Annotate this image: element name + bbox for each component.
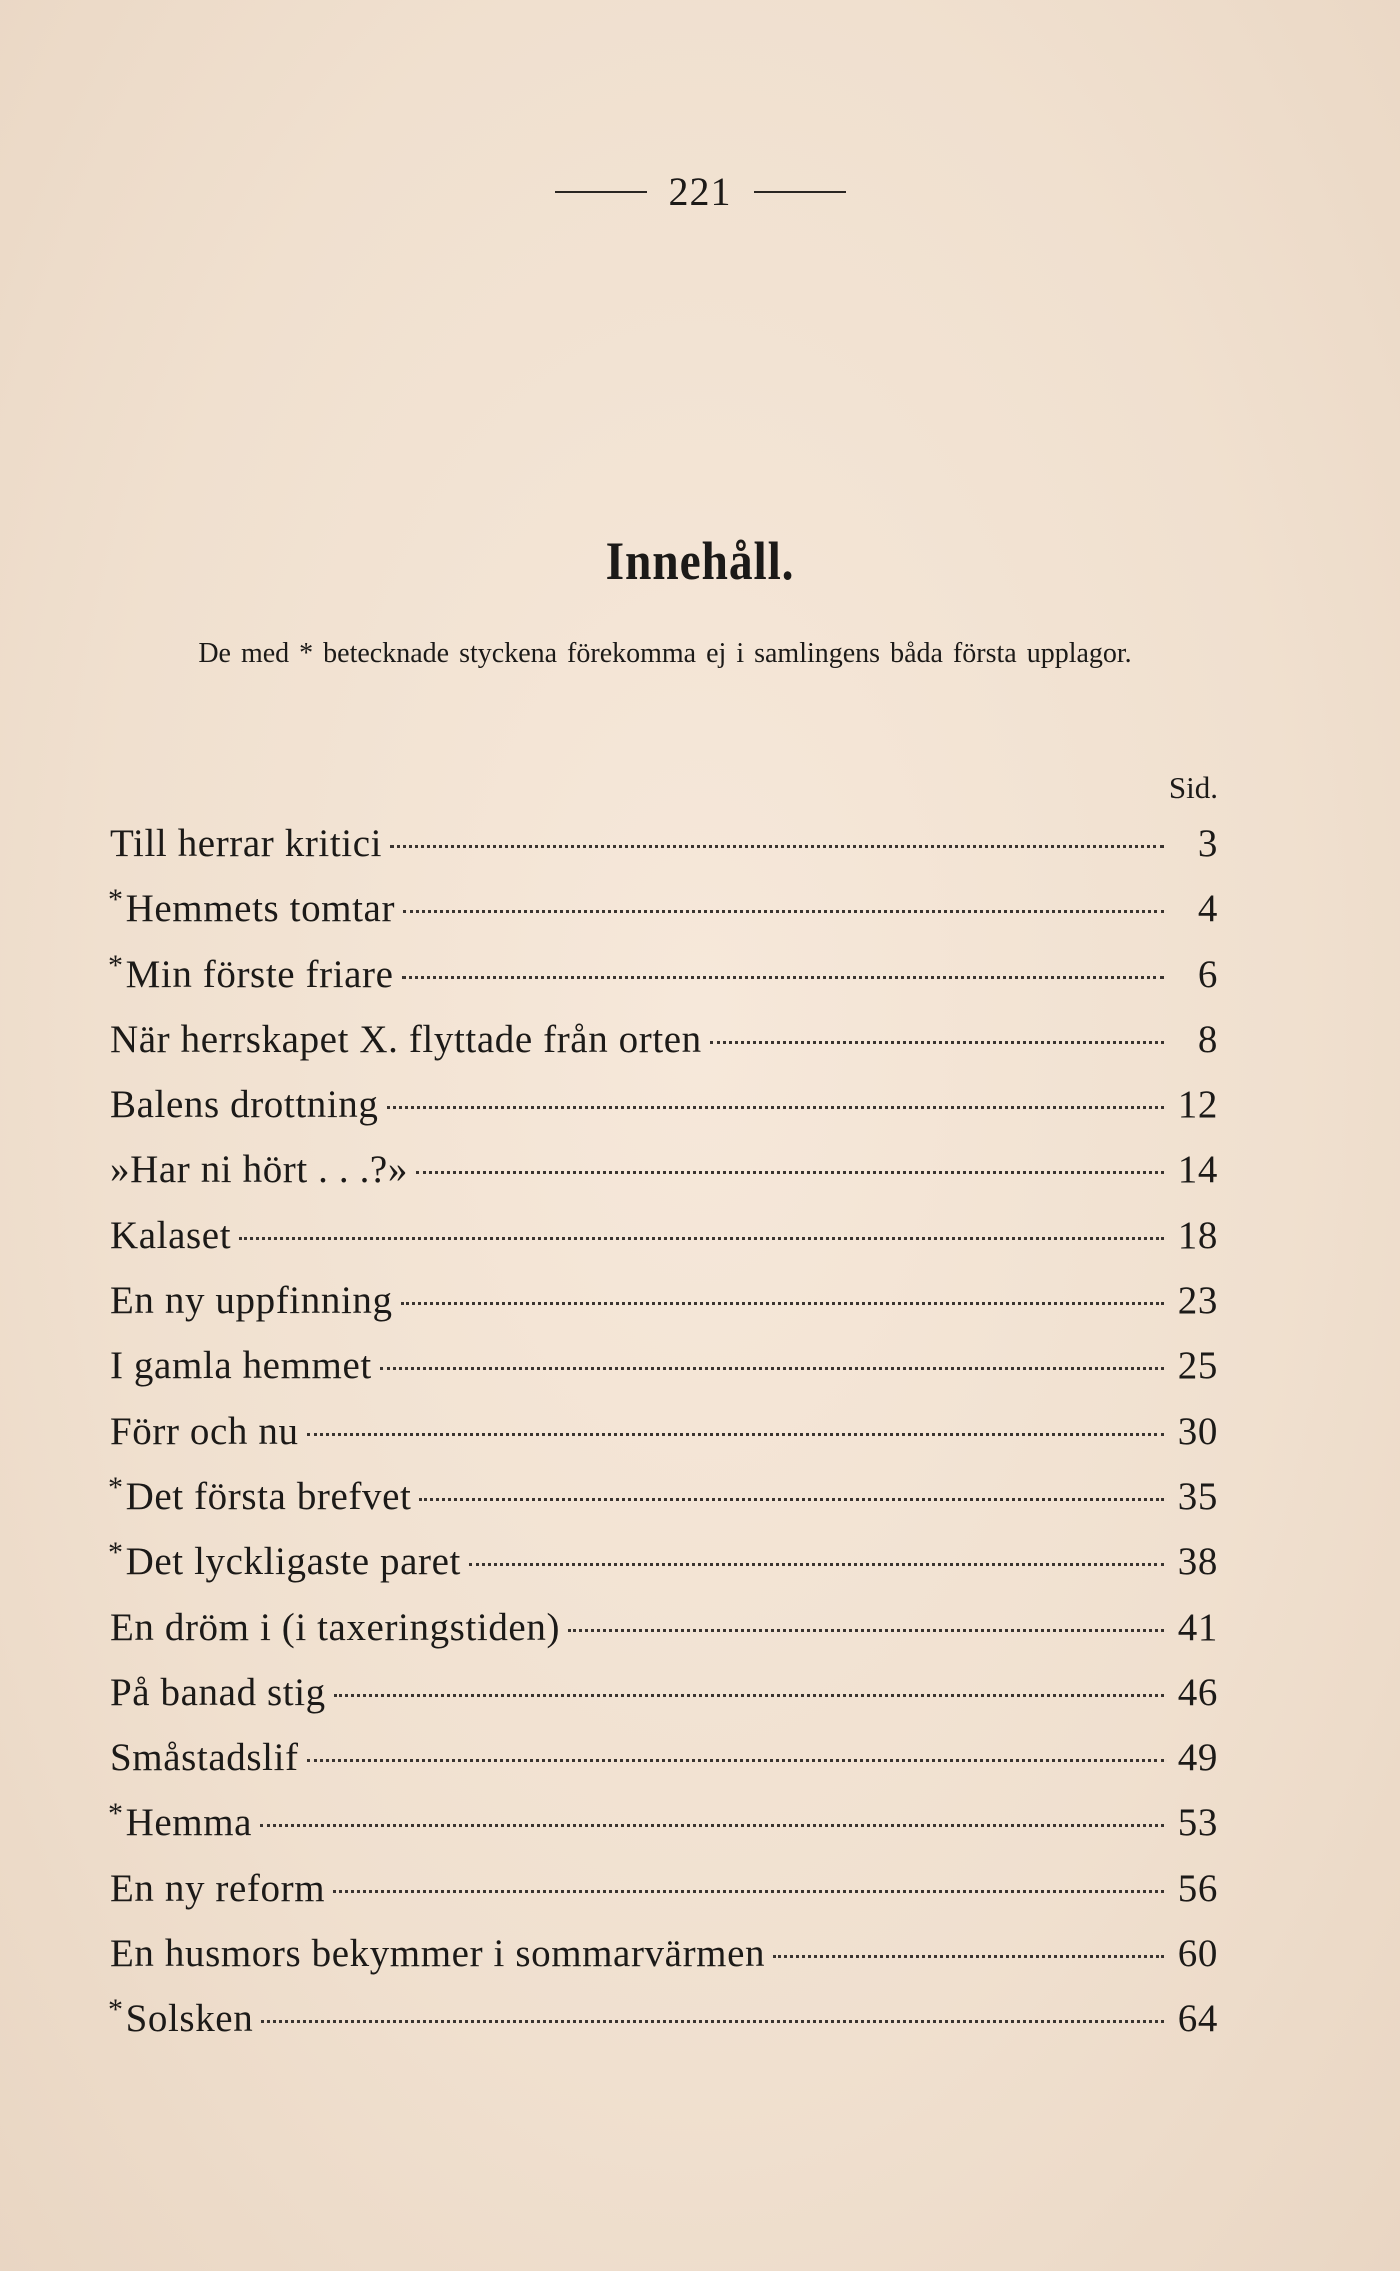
dot-leader [380,1367,1164,1370]
toc-entry-title-wrap [108,1210,231,1258]
toc-entry-title: En ny uppfinning [110,1279,393,1323]
dot-leader [260,1824,1164,1827]
dot-leader [239,1237,1164,1240]
toc-entry-title: Balens drottning [110,1083,379,1127]
dot-leader [416,1171,1164,1174]
toc-entry[interactable] [108,1732,1218,1797]
toc-entry-title: Det första brefvet [125,1474,412,1518]
toc-entry-star: * [108,1536,124,1570]
toc-entry-title-wrap [108,1732,299,1780]
dot-leader [334,1694,1164,1697]
toc-entry-title: Till herrar kritici [110,822,383,865]
toc-entry[interactable] [108,1144,1218,1209]
toc-entry[interactable] [108,1602,1218,1667]
toc-entry-page: 12 [1177,1083,1218,1127]
toc-entry-page: 64 [1177,1997,1218,2041]
toc-entry[interactable] [108,1667,1218,1732]
dot-leader [261,2020,1164,2023]
toc-entry-title-wrap [108,1275,393,1323]
toc-entry-page: 25 [1177,1344,1218,1388]
toc-entry-page: 49 [1177,1736,1218,1780]
toc-entry-page: 35 [1177,1474,1218,1518]
dot-leader [568,1629,1164,1632]
table-of-contents [108,818,1218,2059]
toc-entry-title-wrap [108,883,395,931]
toc-entry-title: Hemmets tomtar [125,887,396,931]
toc-entry[interactable] [108,1471,1218,1536]
toc-entry-star: * [108,883,124,917]
toc-entry-page: 53 [1177,1801,1218,1845]
toc-entry-page: 8 [1197,1017,1218,1061]
toc-entry-title-wrap [108,818,382,866]
toc-entry-star: * [108,948,124,982]
toc-entry-page: 4 [1197,887,1218,931]
toc-entry-title: Hemma [125,1801,253,1845]
toc-entry-page: 18 [1177,1213,1218,1257]
dot-leader [307,1759,1164,1762]
toc-entry-title: »Har ni hört . . .?» [110,1148,408,1192]
toc-entry-page: 23 [1177,1279,1218,1323]
toc-entry[interactable] [108,1993,1218,2058]
toc-entry[interactable] [108,1210,1218,1275]
toc-entry-title: En dröm i (i taxeringstiden) [110,1605,561,1649]
toc-entry-title-wrap [108,1406,299,1454]
dot-leader [401,1302,1164,1305]
toc-entry-star: * [108,1797,124,1831]
toc-entry-title: På banad stig [110,1670,326,1714]
toc-entry[interactable] [108,883,1218,948]
toc-entry[interactable] [108,1536,1218,1601]
toc-entry[interactable] [108,1863,1218,1928]
header-rule-left [555,191,647,193]
toc-entry-title-wrap [108,1536,461,1584]
toc-entry-title: Det lyckligaste paret [125,1540,461,1584]
dot-leader [773,1955,1164,1958]
toc-entry-title: Småstadslif [110,1736,299,1780]
toc-entry[interactable] [108,949,1218,1014]
dot-leader [307,1433,1164,1436]
toc-entry-page: 14 [1177,1148,1218,1192]
page-column-label: Sid. [1168,770,1218,805]
toc-entry-page: 46 [1177,1670,1218,1714]
toc-entry-title: Min förste friare [125,952,394,996]
toc-entry-title-wrap [108,1667,326,1715]
dot-leader [390,845,1164,848]
toc-entry-title-wrap [108,1079,379,1127]
dot-leader [419,1498,1164,1501]
edition-note: De med * betecknade styckena förekomma ej i samlingens båda första upplagor. [198,638,1132,669]
dot-leader [333,1890,1164,1893]
toc-entry-title-wrap [108,1863,325,1911]
toc-entry-title: I gamla hemmet [110,1344,372,1388]
toc-entry[interactable] [108,1079,1218,1144]
toc-entry-title: När herrskapet X. flyttade från orten [110,1017,702,1061]
toc-entry-title: Kalaset [110,1213,232,1257]
toc-entry[interactable] [108,1406,1218,1471]
toc-entry[interactable] [108,1275,1218,1340]
dot-leader [469,1563,1164,1566]
toc-entry-title-wrap [108,1471,411,1519]
page-number: 221 [668,169,732,214]
toc-entry[interactable] [108,1014,1218,1079]
toc-entry-title-wrap [108,1797,252,1845]
toc-entry-page: 41 [1177,1605,1218,1649]
toc-entry-page: 60 [1177,1932,1218,1976]
toc-entry[interactable] [108,818,1218,883]
toc-entry-star: * [108,1470,124,1504]
toc-entry-title-wrap [108,1993,253,2041]
toc-entry-title: En ny reform [110,1866,326,1910]
toc-entry-title: Förr och nu [110,1409,299,1453]
toc-entry-title-wrap [108,1928,765,1976]
toc-entry-title: En husmors bekymmer i sommarvärmen [110,1932,766,1976]
contents-title: Innehåll. [605,531,795,591]
toc-entry-title-wrap [108,1014,702,1062]
toc-entry-star: * [108,1993,124,2027]
dot-leader [402,976,1164,979]
dot-leader [403,910,1164,913]
toc-entry-page: 3 [1197,822,1218,865]
toc-entry[interactable] [108,1928,1218,1993]
toc-entry-title-wrap [108,1144,408,1192]
toc-entry-title: Solsken [125,1997,254,2041]
toc-entry-title-wrap [108,1340,372,1388]
page-header [0,168,1400,215]
toc-entry[interactable] [108,1340,1218,1405]
toc-entry-title-wrap [108,949,394,997]
toc-entry-title-wrap [108,1602,560,1650]
dot-leader [710,1041,1164,1044]
dot-leader [387,1106,1165,1109]
toc-entry-page: 6 [1197,952,1218,996]
toc-entry-page: 30 [1177,1409,1218,1453]
toc-entry-page: 38 [1177,1540,1218,1584]
header-rule-right [754,191,846,193]
toc-entry[interactable] [108,1797,1218,1862]
toc-entry-page: 56 [1177,1866,1218,1910]
